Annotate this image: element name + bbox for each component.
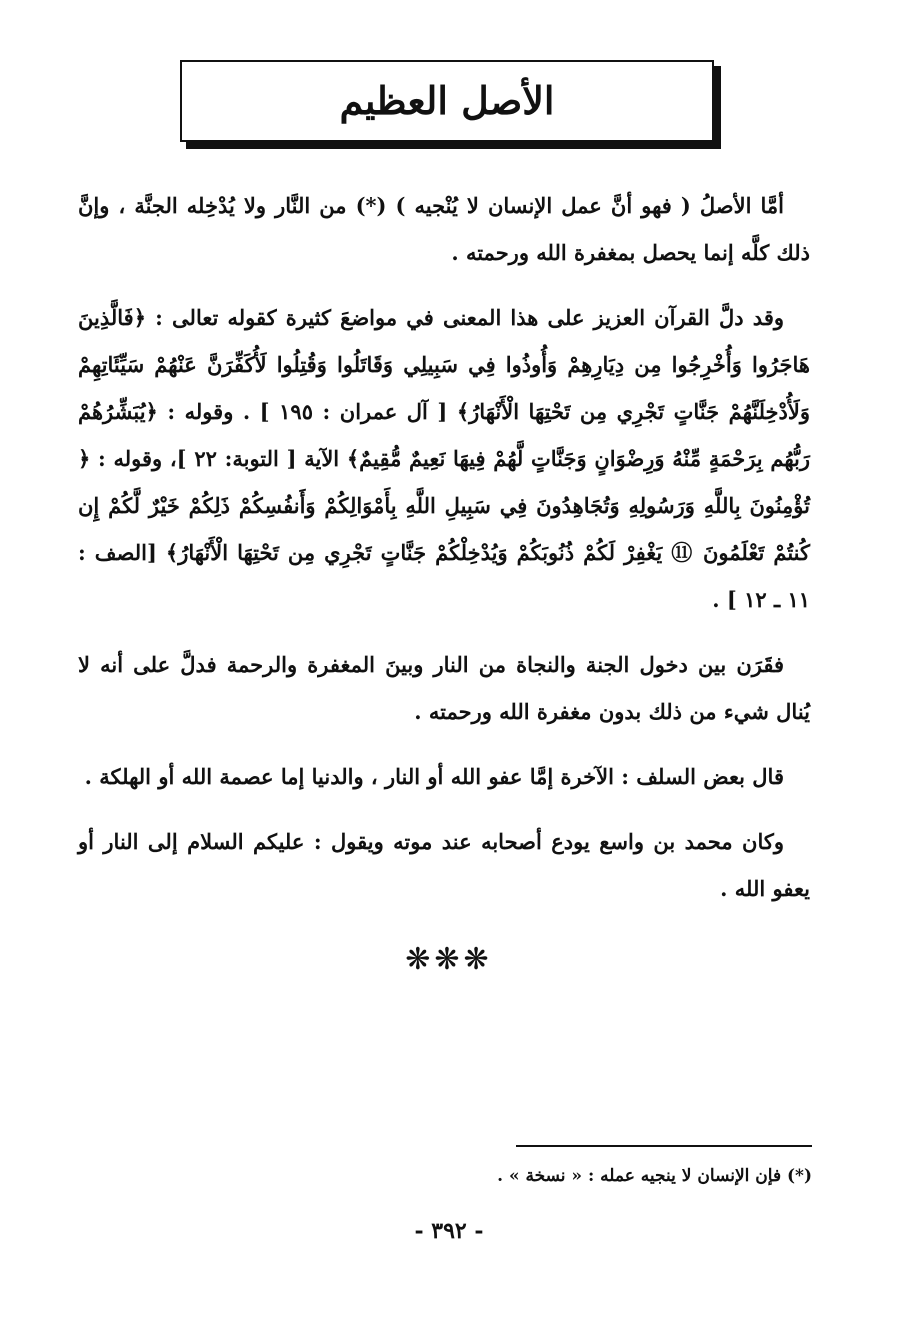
footnote-divider	[516, 1145, 812, 1147]
paragraph-quran-evidence: وقد دلَّ القرآن العزيز على هذا المعنى في مواضعَ كثيرة كقوله تعالى : ﴿فَالَّذِينَ هَاجَرُوا وَأُخْرِجُوا مِن دِيَارِهِمْ وَأُوذُوا فِي سَبِيلِي وَقَاتَلُوا وَقُتِلُوا لَأُكَفِّرَنَّ عَنْهُمْ سَيِّئَاتِهِمْ وَلَأُدْخِلَنَّهُمْ جَنَّاتٍ تَجْرِي مِن تَحْتِهَا الْأَنْهَارُ﴾ [ آل عمران : ١٩٥ ] . وقوله : ﴿يُبَشِّرُهُمْ رَبُّهُم بِرَحْمَةٍ مِّنْهُ وَرِضْوَانٍ وَجَنَّاتٍ لَّهُمْ فِيهَا نَعِيمٌ مُّقِيمٌ﴾ الآية [ التوبة: ٢٢ ]، وقوله : ﴿ تُؤْمِنُونَ بِاللَّهِ وَرَسُولِهِ وَتُجَاهِدُونَ فِي سَبِيلِ اللَّهِ بِأَمْوَالِكُمْ وَأَنفُسِكُمْ ذَلِكُمْ خَيْرٌ لَّكُمْ إِن كُنتُمْ تَعْلَمُونَ ⑪ يَغْفِرْ لَكُمْ ذُنُوبَكُمْ وَيُدْخِلْكُمْ جَنَّاتٍ تَجْرِي مِن تَحْتِهَا الْأَنْهَارُ﴾ [الصف : ١١ ـ ١٢ ] .	[78, 305, 810, 612]
section-separator: ❋❋❋	[405, 942, 493, 977]
paragraph-salaf-quote: قال بعض السلف : الآخرة إمَّا عفو الله أو النار ، والدنيا إما عصمة الله أو الهلكة .	[84, 764, 784, 789]
paragraph-ibn-wasi: وكان محمد بن واسع يودع أصحابه عند موته ويقول : عليكم السلام إلى النار أو يعفو الله .	[78, 829, 810, 901]
title-box-shadow-bottom	[186, 142, 721, 149]
body-text	[78, 182, 810, 930]
title-box-shadow	[714, 66, 721, 149]
page-number: - ٣٩٢ -	[414, 1218, 484, 1244]
footnote: (*) فإن الإنسان لا ينجيه عمله : « نسخة » .	[497, 1166, 812, 1186]
paragraph-intro: أمَّا الأصلُ ( فهو أنَّ عمل الإنسان لا يُنْجيه ) (*) من النَّار ولا يُدْخِله الجنَّة ، وإنَّ ذلك كلَّه إنما يحصل بمغفرة الله ورحمته .	[78, 193, 810, 265]
paragraph-conclusion: فقَرَن بين دخول الجنة والنجاة من النار وبينَ المغفرة والرحمة فدلَّ على أنه لا يُنال شيء من ذلك بدون مغفرة الله ورحمته .	[78, 652, 810, 724]
page-title: الأصل العظيم	[339, 78, 555, 123]
title-box	[180, 60, 714, 142]
